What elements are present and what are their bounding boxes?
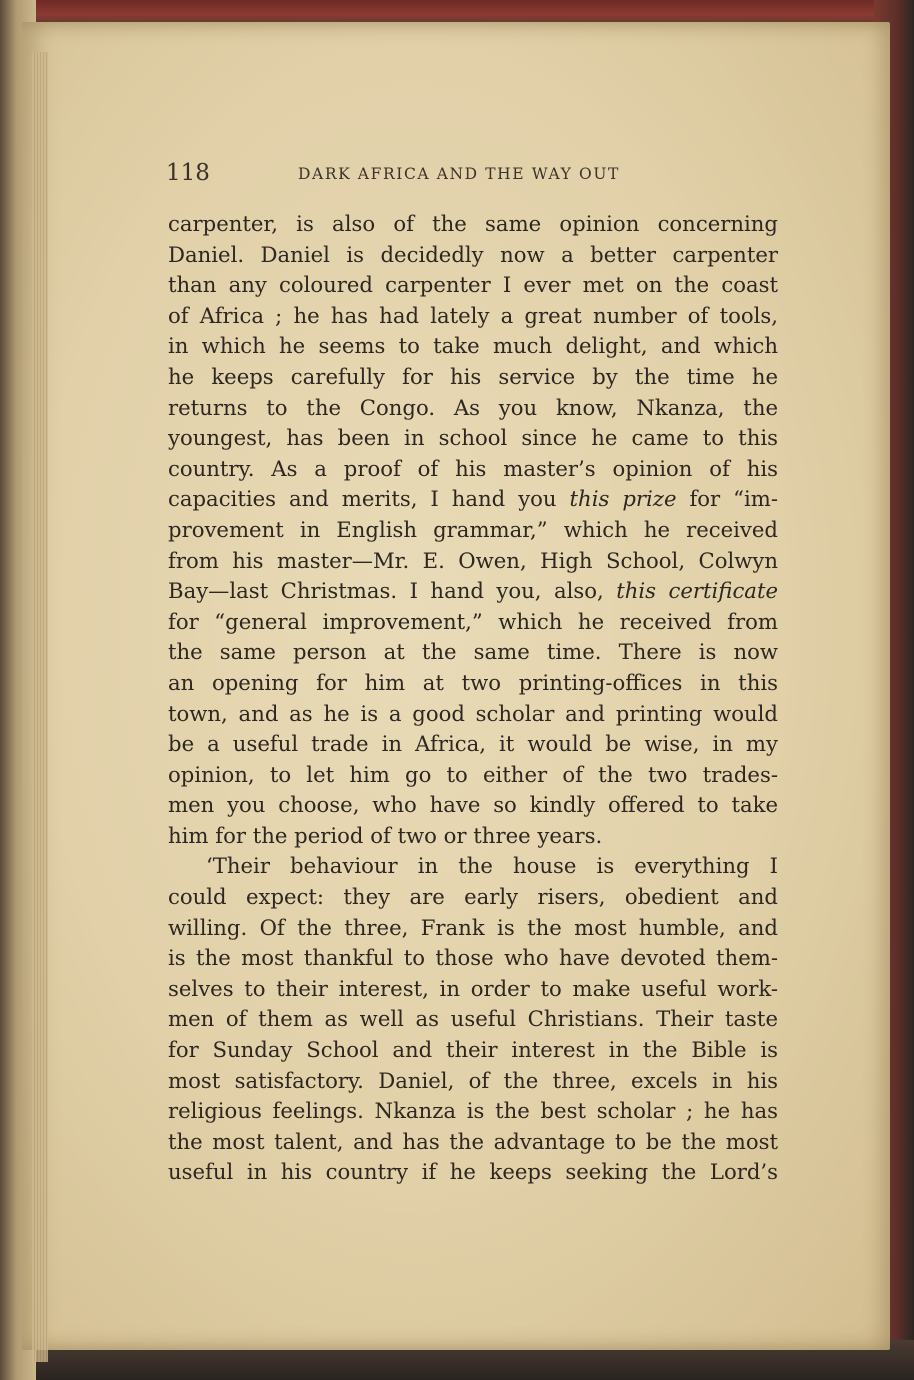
text-line: provement in English grammar,” which he received <box>168 516 778 542</box>
text-run: Bay—last Christmas. I hand you, also, <box>168 578 617 604</box>
text-line: is the most thankful to those who have devoted them- <box>168 945 778 971</box>
text-run: capacities and merits, I hand you <box>168 486 570 512</box>
text-line: men you choose, who have so kindly offered to take <box>168 792 778 818</box>
text-line: town, and as he is a good scholar and printing would <box>168 700 778 726</box>
text-line: from his master—Mr. E. Owen, High School, Colwyn <box>168 547 778 573</box>
text-line: him for the period of two or three years. <box>168 822 603 848</box>
text-run: for “im- <box>676 486 779 512</box>
text-line: religious feelings. Nkanza is the best scholar ; he has <box>168 1098 778 1124</box>
text-line: of Africa ; he has had lately a great number of tools, <box>168 302 778 328</box>
text-line: Daniel. Daniel is decidedly now a better carpenter <box>168 241 778 267</box>
text-line: an opening for him at two printing-offices in this <box>168 669 778 695</box>
page-number: 118 <box>166 160 210 186</box>
text-line: selves to their interest, in order to make useful work- <box>168 975 778 1001</box>
text-line: for “general improvement,” which he received from <box>168 608 778 634</box>
text-line: carpenter, is also of the same opinion concerning <box>168 211 778 236</box>
text-line: in which he seems to take much delight, and which <box>168 333 778 359</box>
text-line: returns to the Congo. As you know, Nkanza, the <box>168 394 778 420</box>
body-text <box>168 209 778 1188</box>
text-line: than any coloured carpenter I ever met on the coast <box>168 272 778 298</box>
text-line: the same person at the same time. There is now <box>168 639 778 665</box>
paragraph-first-line: ‘Their behaviour in the house is everything I <box>206 853 778 879</box>
italic-phrase: this certificate <box>616 578 778 604</box>
text-line: the most talent, and has the advantage to be the most <box>168 1128 778 1154</box>
text-line <box>168 576 778 607</box>
text-line: be a useful trade in Africa, it would be wise, in my <box>168 731 778 757</box>
text-line: opinion, to let him go to either of the two trades- <box>168 761 778 787</box>
text-line: he keeps carefully for his service by the time he <box>168 363 778 389</box>
text-line <box>168 484 778 515</box>
text-line: youngest, has been in school since he came to this <box>168 425 778 451</box>
text-line: could expect: they are early risers, obedient and <box>168 884 778 910</box>
running-head <box>166 160 778 190</box>
text-line: useful in his country if he keeps seeking the Lord’s <box>168 1159 778 1185</box>
text-line: for Sunday School and their interest in the Bible is <box>168 1037 778 1063</box>
text-line: country. As a proof of his master’s opinion of his <box>168 455 778 481</box>
text-line: willing. Of the three, Frank is the most humble, and <box>168 914 778 940</box>
italic-phrase: this prize <box>569 486 677 512</box>
text-line: men of them as well as useful Christians. Their taste <box>168 1006 778 1032</box>
page-edges <box>32 52 48 1362</box>
running-head-title: DARK AFRICA AND THE WAY OUT <box>298 165 620 183</box>
text-line: most satisfactory. Daniel, of the three, excels in his <box>168 1067 778 1093</box>
